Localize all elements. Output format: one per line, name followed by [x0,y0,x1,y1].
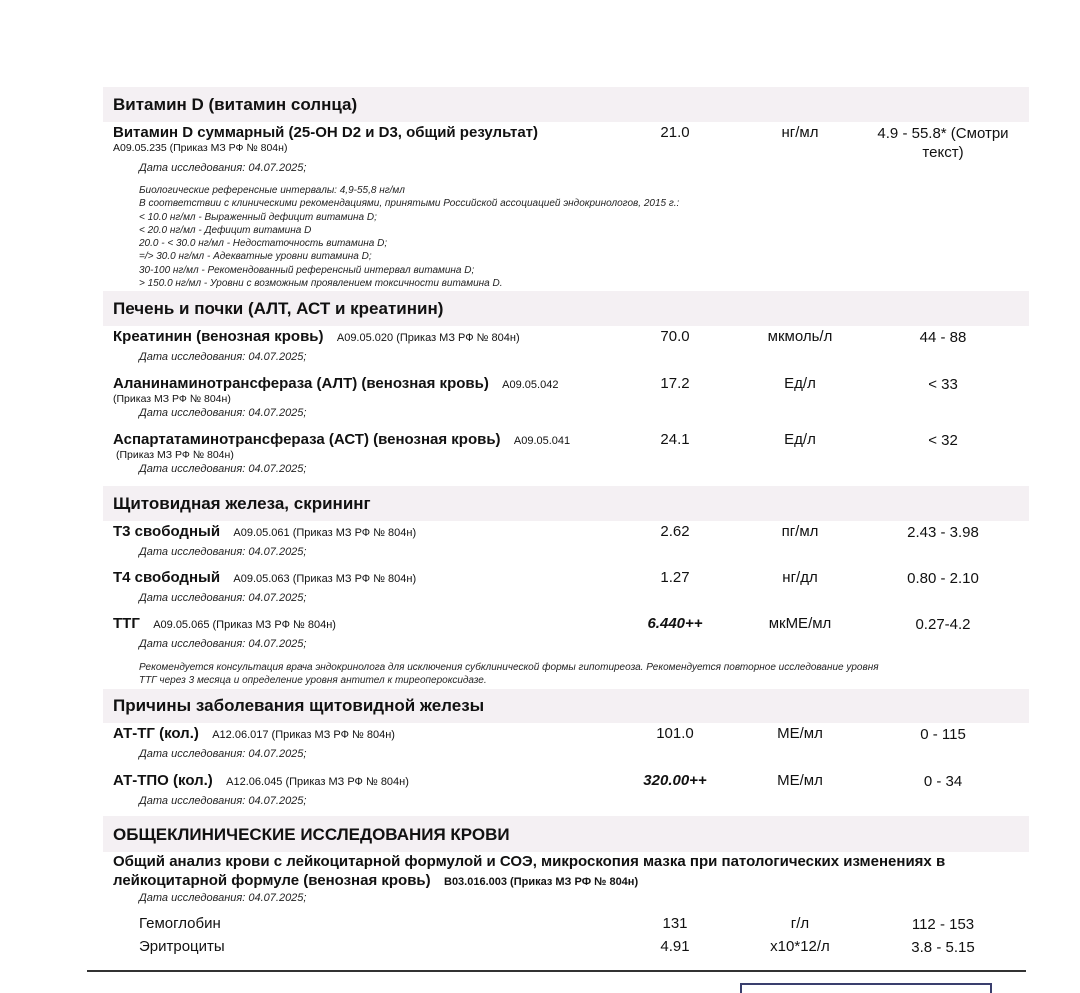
test-code: B03.016.003 (Приказ МЗ РФ № 804н) [444,876,639,888]
test-date: Дата исследования: 04.07.2025; [139,463,307,475]
reference-range: 0.80 - 2.10 [907,570,979,587]
note-line: В соответствии с клиническими рекомендациями, принятыми Российской ассоциацией эндокринологов, 2015 г.: [139,198,680,210]
test-code: A09.05.042 [502,379,559,391]
result-value: 1.27 [660,569,690,586]
test-row [113,375,558,393]
footer-box [740,983,992,993]
section-title: Витамин D (витамин солнца) [113,95,358,114]
result-value: 2.62 [660,523,690,540]
result-unit: Ед/л [784,431,816,448]
section-title: ОБЩЕКЛИНИЧЕСКИЕ ИССЛЕДОВАНИЯ КРОВИ [113,825,510,844]
thyroid-comment [139,661,879,688]
note-line: < 10.0 нг/мл - Выраженный дефицит витамина D; [139,211,377,223]
test-code: A09.05.020 (Приказ МЗ РФ № 804н) [336,332,520,344]
test-name: Аланинаминотрансфераза (АЛТ) (венозная кровь) [113,375,489,392]
test-name: Т3 свободный [113,523,221,540]
test-name: Общий анализ крови с лейкоцитарной формулой и СОЭ, микроскопия мазка при патологических изменениях в [113,853,946,870]
test-name: Аспартатаминотрансфераза (АСТ) (венозная кровь) [113,431,501,448]
test-name: Креатинин (венозная кровь) [113,328,324,345]
test-code: A12.06.045 (Приказ МЗ РФ № 804н) [226,776,409,788]
test-row [113,328,520,346]
test-row [113,725,395,743]
result-value: 17.2 [660,375,690,392]
test-row [113,772,409,790]
subtest-name: Эритроциты [139,938,225,955]
test-code-order: (Приказ МЗ РФ № 804н) [113,393,231,405]
test-row [113,523,416,541]
section-title: Печень и почки (АЛТ, АСТ и креатинин) [113,299,444,318]
test-date: Дата исследования: 04.07.2025; [139,351,307,363]
result-value: 24.1 [660,431,690,448]
reference-range: < 32 [928,432,958,449]
test-date: Дата исследования: 04.07.2025; [139,638,307,650]
comment-line: ТТГ через 3 месяца и определение уровня антител к тиреопероксидазе. [139,675,487,687]
result-value: 70.0 [660,328,690,345]
subtest-name: Гемоглобин [139,915,221,932]
test-row [113,431,570,449]
result-value: 4.91 [660,938,690,955]
test-row [113,569,416,587]
test-date: Дата исследования: 04.07.2025; [139,892,307,904]
reference-range: 0 - 34 [923,773,963,790]
result-unit: нг/дл [782,569,818,586]
result-value-abnormal: 320.00++ [643,772,707,789]
note-line: > 150.0 нг/мл - Уровни с возможным проявлением токсичности витамина D. [139,278,503,290]
reference-range: 4.9 - 55.8* (Смотри текст) [877,125,1009,161]
test-row [113,615,336,633]
reference-range: 44 - 88 [919,329,967,346]
test-date: Дата исследования: 04.07.2025; [139,407,307,419]
result-value: 131 [662,915,688,932]
test-date: Дата исследования: 04.07.2025; [139,162,307,174]
test-date: Дата исследования: 04.07.2025; [139,748,307,760]
result-unit: Ед/л [784,375,816,392]
test-date: Дата исследования: 04.07.2025; [139,546,307,558]
result-unit: МЕ/мл [777,772,823,789]
result-unit: г/л [790,915,810,932]
test-code: A09.05.235 (Приказ МЗ РФ № 804н) [113,142,288,154]
comment-line: Рекомендуется консультация врача эндокринолога для исключения субклинической формы гипотиреоза. Рекомендуется повторное исследование уровня [139,662,879,673]
test-code: A12.06.017 (Приказ МЗ РФ № 804н) [212,729,395,741]
test-code: A09.05.041 [513,435,571,447]
note-line: < 20.0 нг/мл - Дефицит витамина D [139,224,312,236]
vitamin-d-notes [139,184,679,290]
reference-range: 0 - 115 [920,726,966,743]
test-name: Т4 свободный [113,569,221,586]
result-unit: мкМЕ/мл [768,615,832,632]
test-name: АТ-ТПО (кол.) [113,772,213,789]
result-value-abnormal: 6.440++ [647,615,703,632]
test-name: Витамин D суммарный (25-OH D2 и D3, общий результат) [113,124,539,141]
test-date: Дата исследования: 04.07.2025; [139,795,307,807]
reference-range: 3.8 - 5.15 [911,939,975,956]
note-line: 20.0 - < 30.0 нг/мл - Недостаточность витамина D; [139,238,388,250]
result-unit: МЕ/мл [777,725,823,742]
section-title: Причины заболевания щитовидной железы [113,696,485,715]
test-name: ТТГ [113,615,140,632]
test-name-continued: лейкоцитарной формуле (венозная кровь) [113,872,431,889]
note-line: =/> 30.0 нг/мл - Адекватные уровни витамина D; [139,251,372,263]
test-name: АТ-ТГ (кол.) [113,725,199,742]
result-value: 101.0 [656,725,694,742]
reference-range: 2.43 - 3.98 [907,524,979,541]
result-value: 21.0 [660,124,690,141]
test-date: Дата исследования: 04.07.2025; [139,592,307,604]
note-line: Биологические референсные интервалы: 4,9-55,8 нг/мл [139,185,405,196]
result-unit: x10*12/л [770,938,830,955]
page-divider [87,970,1026,972]
test-code: A09.05.065 (Приказ МЗ РФ № 804н) [153,619,336,631]
section-title: Щитовидная железа, скрининг [113,494,371,513]
note-line: 30-100 нг/мл - Рекомендованный референсный интервал витамина D; [139,264,475,276]
result-unit: мкмоль/л [767,328,833,345]
test-code: A09.05.061 (Приказ МЗ РФ № 804н) [233,527,417,539]
test-code-order: (Приказ МЗ РФ № 804н) [116,449,234,461]
reference-range: 0.27-4.2 [915,616,971,633]
test-row [113,872,638,890]
result-unit: пг/мл [781,523,819,540]
reference-range: < 33 [928,376,958,393]
reference-range: 112 - 153 [911,916,975,933]
result-unit: нг/мл [781,124,819,141]
test-code: A09.05.063 (Приказ МЗ РФ № 804н) [233,573,417,585]
